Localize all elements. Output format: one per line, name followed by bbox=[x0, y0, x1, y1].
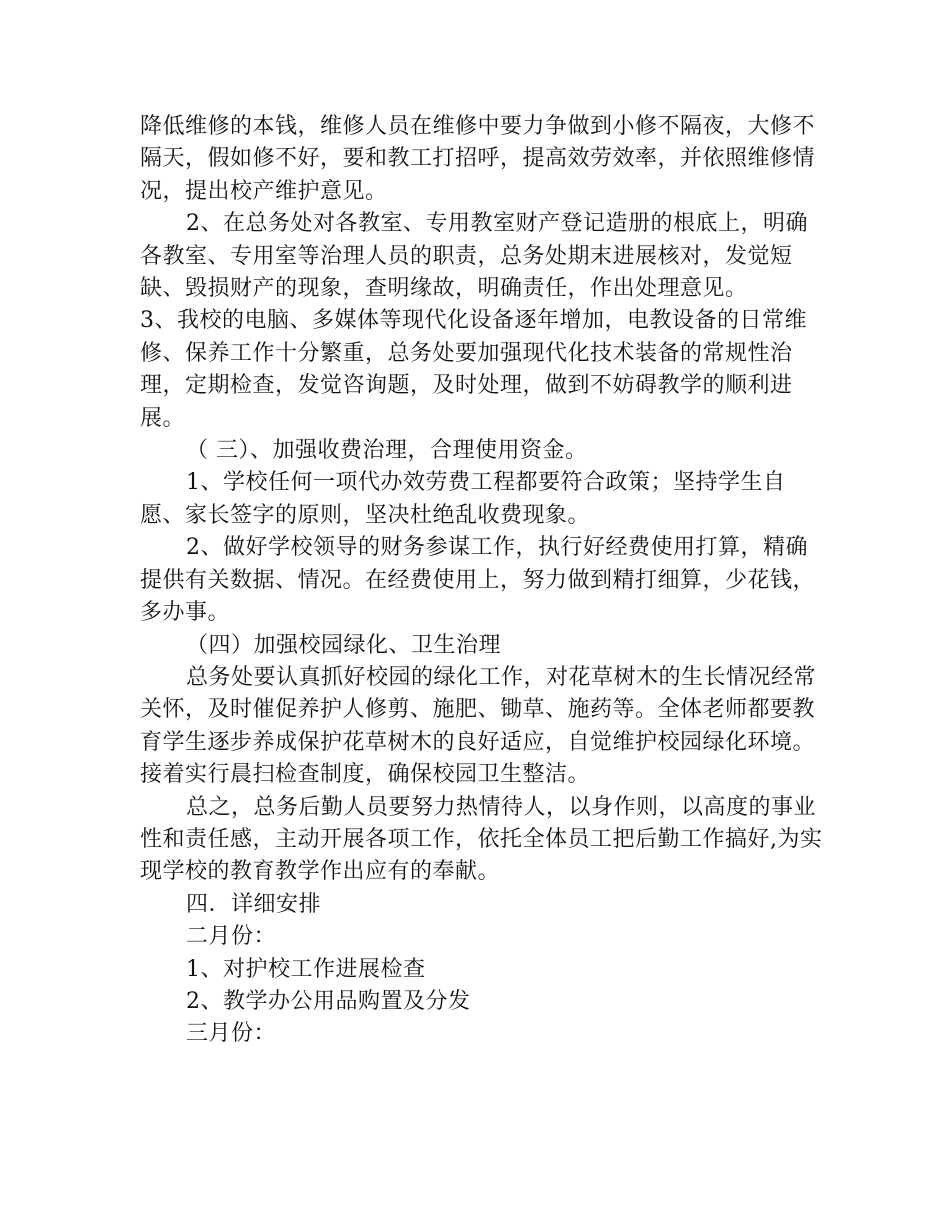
document-body bbox=[140, 111, 830, 1051]
schedule-month-march: 三月份： bbox=[186, 1021, 277, 1047]
paragraph-asset-register: 2、在总务处对各教室、专用教室财产登记造册的根底上，明确各教室、专用室等治理人员的职责，总务处期末进展核对，发觉短缺、毁损财产的现象，查明缘故，明确责任，作出处理意见。 bbox=[140, 211, 808, 302]
schedule-item: 1、对护校工作进展检查 bbox=[186, 956, 426, 982]
paragraph-summary: 总之，总务后勤人员要努力热情待人，以身作则，以高度的事业性和责任感，主动开展各项工作，依托全体员工把后勤工作搞好,为实现学校的教育教学作出应有的奉献。 bbox=[140, 794, 823, 885]
paragraph-greening-work: 总务处要认真抓好校园的绿化工作，对花草树木的生长情况经常关怀，及时催促养护人修剪、施肥、锄草、施药等。全体老师都要教育学生逐步养成保护花草树木的良好适应，自觉维护校园绿化环境。接着实行晨扫检查制度，确保校园卫生整洁。 bbox=[140, 664, 817, 788]
heading-campus-greening: （四）加强校园绿化、卫生治理 bbox=[186, 632, 502, 658]
heading-detailed-schedule: 四．详细安排 bbox=[186, 891, 322, 917]
paragraph-modern-equipment: 3、我校的电脑、多媒体等现代化设备逐年增加，电教设备的日常维修、保养工作十分繁重，总务处要加强现代化技术装备的常规性治理，定期检查，发觉咨询题，及时处理，做到不妨碍教学的顺利进展。 bbox=[140, 308, 807, 431]
schedule-month-february: 二月份： bbox=[186, 924, 277, 950]
paragraph-finance-advisor: 2、做好学校领导的财务参谋工作，执行好经费使用打算，精确提供有关数据、情况。在经费使用上，努力做到精打细算，少花钱，多办事。 bbox=[140, 535, 816, 626]
schedule-item: 2、教学办公用品购置及分发 bbox=[186, 988, 471, 1014]
paragraph-fee-policy: 1、学校任何一项代办效劳费工程都要符合政策；坚持学生自愿、家长签字的原则，坚决杜绝乱收费现象。 bbox=[140, 470, 786, 528]
heading-fee-management: （ 三）、加强收费治理，合理使用资金。 bbox=[186, 438, 588, 464]
paragraph-maintenance-cost: 降低维修的本钱，维修人员在维修中要力争做到小修不隔夜，大修不隔天，假如修不好，要和教工打招呼，提高效劳效率，并依照维修情况，提出校产维护意见。 bbox=[140, 114, 816, 204]
